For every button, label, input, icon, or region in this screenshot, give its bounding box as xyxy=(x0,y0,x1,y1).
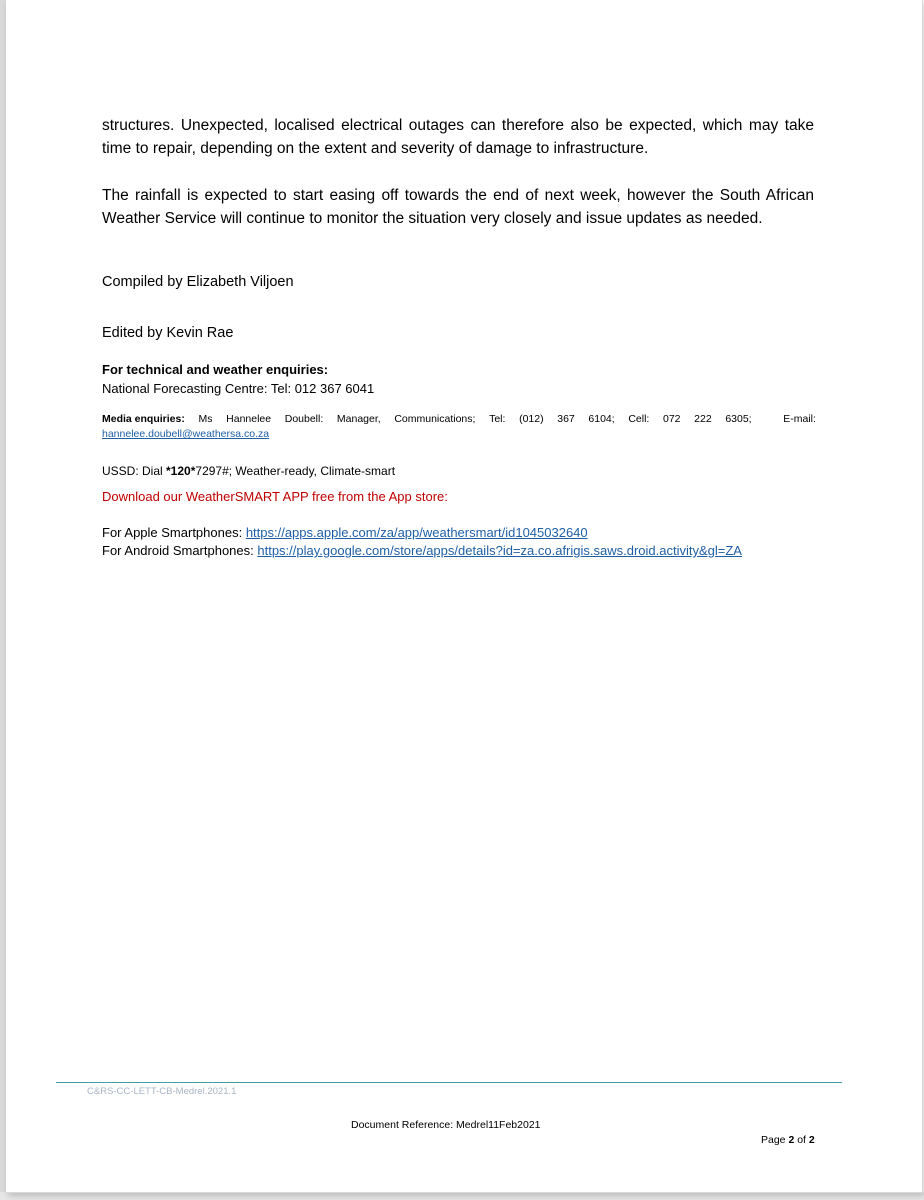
edited-by-line: Edited by Kevin Rae xyxy=(102,325,234,341)
page-prefix: Page xyxy=(761,1134,789,1146)
media-token: Manager, xyxy=(336,413,381,425)
ussd-code-rest: 7297#; Weather-ready, Climate-smart xyxy=(195,464,396,478)
media-token: (012) xyxy=(519,413,544,425)
document-reference: Document Reference: Medrel11Feb2021 xyxy=(351,1119,541,1131)
page-current: 2 xyxy=(788,1134,795,1146)
media-token: Cell: xyxy=(628,413,650,425)
page-number xyxy=(761,1134,815,1146)
media-token: Ms xyxy=(198,413,213,425)
media-token: 6104; xyxy=(588,413,615,425)
footer-divider xyxy=(56,1082,842,1083)
media-token: 6305; xyxy=(725,413,752,425)
android-app-line xyxy=(102,543,742,558)
media-token: 222 xyxy=(694,413,712,425)
ussd-code-bold: *120* xyxy=(166,464,196,478)
body-paragraph-2: The rainfall is expected to start easing off towards the end of next week, however the South African Weather Service will continue to monitor the situation very closely and issue updates as needed. xyxy=(102,187,814,227)
footer-document-code: C&RS-CC-LETT-CB-Medrel.2021.1 xyxy=(87,1086,237,1097)
apple-app-link[interactable]: https://apps.apple.com/za/app/weathersmart/id1045032640 xyxy=(245,525,588,540)
media-email-link[interactable]: hannelee.doubell@weathersa.co.za xyxy=(102,428,270,440)
media-token: 072 xyxy=(662,413,681,425)
ussd-line xyxy=(102,464,395,478)
download-app-notice: Download our WeatherSMART APP free from the App store: xyxy=(102,489,448,504)
media-token: Tel: xyxy=(489,413,506,425)
android-app-link[interactable]: https://play.google.com/store/apps/details?id=za.co.afrigis.saws.droid.activity&gl=ZA xyxy=(257,543,742,558)
technical-enquiries-heading: For technical and weather enquiries: xyxy=(102,362,329,377)
media-token: Hannelee xyxy=(226,413,272,425)
apple-label: For Apple Smartphones: xyxy=(102,525,246,540)
compiled-by-line: Compiled by Elizabeth Viljoen xyxy=(102,274,294,290)
page-of: of xyxy=(794,1134,809,1146)
media-token: 367 xyxy=(557,413,575,425)
media-token: Communications; xyxy=(394,413,476,425)
document-page xyxy=(6,0,923,1193)
ussd-prefix: USSD: Dial xyxy=(102,464,167,478)
media-token: Doubell: xyxy=(284,413,324,425)
body-paragraph-1: structures. Unexpected, localised electrical outages can therefore also be expected, which may take time to repair, depending on the extent and severity of damage to infrastructure. xyxy=(102,117,814,157)
media-enquiries-label: Media enquiries: xyxy=(102,413,185,425)
page-total: 2 xyxy=(808,1134,815,1146)
apple-app-line xyxy=(102,525,588,540)
forecasting-centre-contact: National Forecasting Centre: Tel: 012 367 6041 xyxy=(102,381,375,396)
media-enquiries-block xyxy=(102,412,816,442)
android-label: For Android Smartphones: xyxy=(102,543,258,558)
viewer-bottom-edge xyxy=(0,1192,924,1200)
media-enquiries-row xyxy=(102,412,816,427)
media-token: E-mail: xyxy=(783,413,816,425)
